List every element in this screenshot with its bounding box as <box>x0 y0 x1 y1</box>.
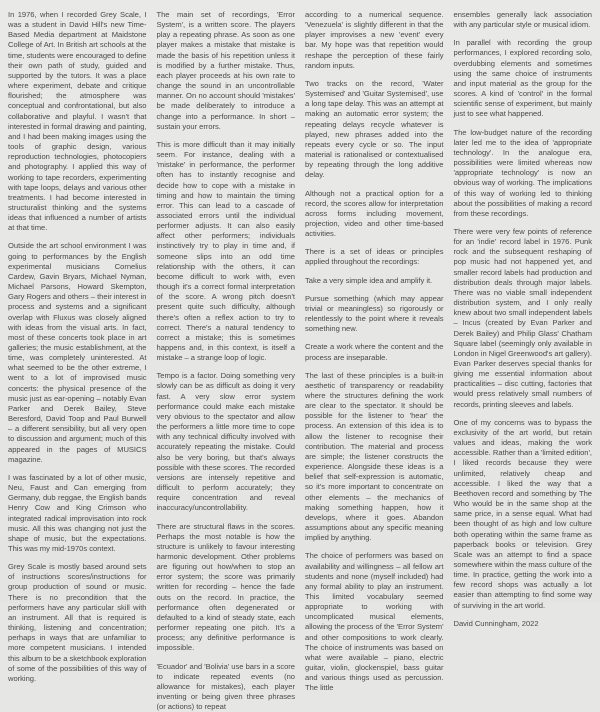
paragraph: The main set of recordings, 'Error System', is a written score. The players play a repeating phrase. As soon as one player makes a mistake that mistake is made the basis of his repetition unless it is modified by a further mistake. Thus, each player proceeds at his own rate to change the sound in an uncontrollable manner. On no account should 'mistakes' be made deliberately to introduce a change into a performance. In short – sustain your errors. <box>156 10 295 131</box>
paragraph: Take a very simple idea and amplify it. <box>305 275 433 285</box>
paragraph: The choice of performers was based on availability and willingness – all fellow art students and none (myself included) had any formal ability to play an instrument. This limited vocabulary seemed appropriate to working with uncomplicated musical elements, allowing the process of the 'Error System' and other compositions to work clearly. The choice of instruments was based on what were available – piano, electric guitar, violin, glockenspiel, bass guitar and various things used as percussion. The little <box>305 551 444 693</box>
paragraph: Outside the art school environment I was going to performances by the English experimental musicians Cornelius Cardew, Gavin Bryars, Michael Nyman, Michael Parsons, Howard Skempton, Gary Rogers and others – their interest in process and systems and a significant overlap with Fluxus was closely aligned with ideas from the visual arts. In fact, most of these concerts took place in art galleries; the music establishment, at the time, was completely uninterested. At what seemed to be the other extreme, I went to a lot of improvised music concerts: the physical presence of the music just as ear-opening – notably Evan Parker and Derek Bailey, Steve Beresford, David Toop and Paul Burwell – a different sensibility, but all very open to discussion and argument; much of this appeared in the pages of MUSICS magazine. <box>8 241 147 464</box>
column-4 <box>453 10 593 628</box>
paragraph: There were very few points of reference for an 'indie' record label in 1976. Punk rock and the subsequent reshaping of pop music had not happened yet, and smaller record labels had production and distribution deals through major labels. There was no viable small independent distribution system, and I only really knew about two small independent labels – Incus (created by Evan Parker and Derek Bailey) and Philip Glass' Chatham Square label (seemingly only available in London in Nigel Greenwood's art gallery). Evan Parker deserves special thanks for giving me essential information about practicalities – disc cutting, factories that would press relatively small numbers of records, printing sleeves and labels. <box>453 226 592 409</box>
paragraph: Create a work where the content and the process are inseparable. <box>305 342 444 362</box>
paragraph: In parallel with recording the group performances, I explored recording solo, overdubbing elements and sometimes using the same choice of instruments and input material as the group for the scores. A kind of 'control' in the formal scientific sense of experiment, but mainly just to see what happened. <box>453 38 592 119</box>
paragraph: Pursue something (which may appear trivial or meaningless) so rigorously or relentlessly to the point where it reveals something new. <box>305 293 444 334</box>
paragraph: The low-budget nature of the recording later led me to the idea of 'appropriate technology'. In the analogue era, possibilities were limited whereas now 'appropriate technology' is now an obvious way of working. The implications of this way of working led to thinking about the possibilities of making a record from these recordings. <box>453 127 592 218</box>
paragraph: Grey Scale is mostly based around sets of instructions scores/instructions for group production of sound or music. There is no precondition that the performers have any particular skill with an instrument. All that is required is thinking, listening and concentration; perhaps in ways that are unfamiliar to more competent musicians. I intended this album to be a sketchbook exploration of some of the possibilities of this way of working. <box>8 562 147 683</box>
paragraph: The last of these principles is a built-in aesthetic of transparency or readability where the structures defining the work are clear to the spectator. It should be possible for the listener to 'hear' the process. An extension of this idea is to allow the listener to recognise their contribution. The material and process are simple; the listener constructs the experience. Alongside these ideas is a belief that self-expression is automatic, so it's more important to concentrate on other elements – the mechanics of making something happen, how it develops, where it goes. Abandon assumptions about any specific meaning implied by anything. <box>305 370 444 543</box>
paragraph: There is a set of ideas or principles applied throughout the recordings: <box>305 247 444 267</box>
author-signature: David Cunningham, 2022 <box>453 618 539 628</box>
paragraph: 'Ecuador' and 'Bolivia' use bars in a score to indicate repeated events (no allowance for mistakes), each player inventing or being given three phrases (or actions) to repeat <box>156 661 295 712</box>
text-columns <box>8 10 593 712</box>
paragraph: Two tracks on the record, 'Water Systemised' and 'Guitar Systemised', use a long tape delay. This was an attempt at making an automatic error system; the repeating delays recycle whatever is played, new phrases added into the repeats every cycle or so. The input material is rationalised or contextualised by repeating through the long additive delay. <box>305 78 444 180</box>
column-3 <box>305 10 444 693</box>
paragraph: One of my concerns was to bypass the exclusivity of the art world, but retain values and ideas, making the work accessible. Rather than a 'limited edition', I liked records because they were unlimited, relatively cheap and accessible. I liked the way that a Beethoven record and something by The Who would be in the same shop at the same price, in a sense equal. What had been thought of as high and low culture both operating within the same frame as paperback books or television. Grey Scale was an attempt to find a space somewhere within the mass culture of the time. In practice, getting the work into a few record shops was actually a lot easier than attempting to find some way of surviving in the art world. <box>453 417 593 610</box>
paragraph: This is more difficult than it may initially seem. For instance, dealing with a 'mistake' in performance, the performer often has to instantly recognise and decide how to cope with a mistake in timing and how to maintain the timing error. This can lead to a cascade of associated errors until the individual performer adjusts. It can also easily affect other performers; individuals instinctively try to play in time and, if someone slips into an odd time relationship with the others, it can become difficult to work with, even though it's a correct formal interpretation of the score. A wrong pitch doesn't present quite such difficulty, although there's often a reflex action to try to correct. There's a natural tendency to correct a mistake; this is sometimes happens and, in this context, is itself a mistake – a strange loop of logic. <box>156 139 295 363</box>
paragraph: according to a numerical sequence. 'Venezuela' is slightly different in that the player improvises a new 'event' every bar. My hope was that repetition would reshape the perception of these fairly random inputs. <box>305 10 444 70</box>
paragraph: Tempo is a factor. Doing something very slowly can be as difficult as doing it very fast. A very slow error system performance could make each mistake very obvious to the spectator and allow the performers a little more time to cope with any technical difficulty involved with accurately repeating the mistake. Could also be very boring, but that's always possible with these scores. The recorded versions are intensely repetitive and difficult to perform accurately; they require concentration and reveal inaccuracy/uncontrollability. <box>156 371 295 513</box>
paragraph: In 1976, when I recorded Grey Scale, I was a student in David Hill's new Time-Based Media department at Maidstone College of Art. In British art schools at the time, students were encouraged to define their own path of study, guided and supported by the tutors. It was a place where experiment, debate and critique flourished; the atmosphere was conceptual and confrontational, but also collaborative and playful. I wasn't that interested in formal drawing and painting, and I had been making images using the tools of graphic design, various reproduction technologies, photocopiers and photography. I applied this way of working to tape recorders, experimenting with tape loops, delays and various other treatments. I had become interested in structuralist thinking and the systems ideas that influenced a number of artists at that time. <box>8 10 147 233</box>
paragraph: There are structural flaws in the scores. Perhaps the most notable is how the structure is unlikely to favour interesting harmonic development. Other problems are figuring out how/when to stop an error system; the score was primarily written for recording – hence the fade outs on the record. In practice, the performance often degenerated or defaulted to a kind of steady state, each performer repeating one pitch. It's a process; any definitive performance is impossible. <box>156 521 295 653</box>
paragraph: Although not a practical option for a record, the scores allow for interpretation across forms including movement, projection, video and other time-based activities. <box>305 188 444 239</box>
paragraph: ensembles generally lack association with any particular style or musical idiom. <box>453 10 592 30</box>
column-2 <box>156 10 296 712</box>
column-1 <box>8 10 147 683</box>
paragraph: I was fascinated by a lot of other music, Neu, Faust and Can emerging from Germany, dub reggae, the English bands Henry Cow and King Crimson who integrated radical improvisation into rock music. All this was changing not just the shape of music, but the expectations. This was my mid-1970s context. <box>8 472 147 553</box>
